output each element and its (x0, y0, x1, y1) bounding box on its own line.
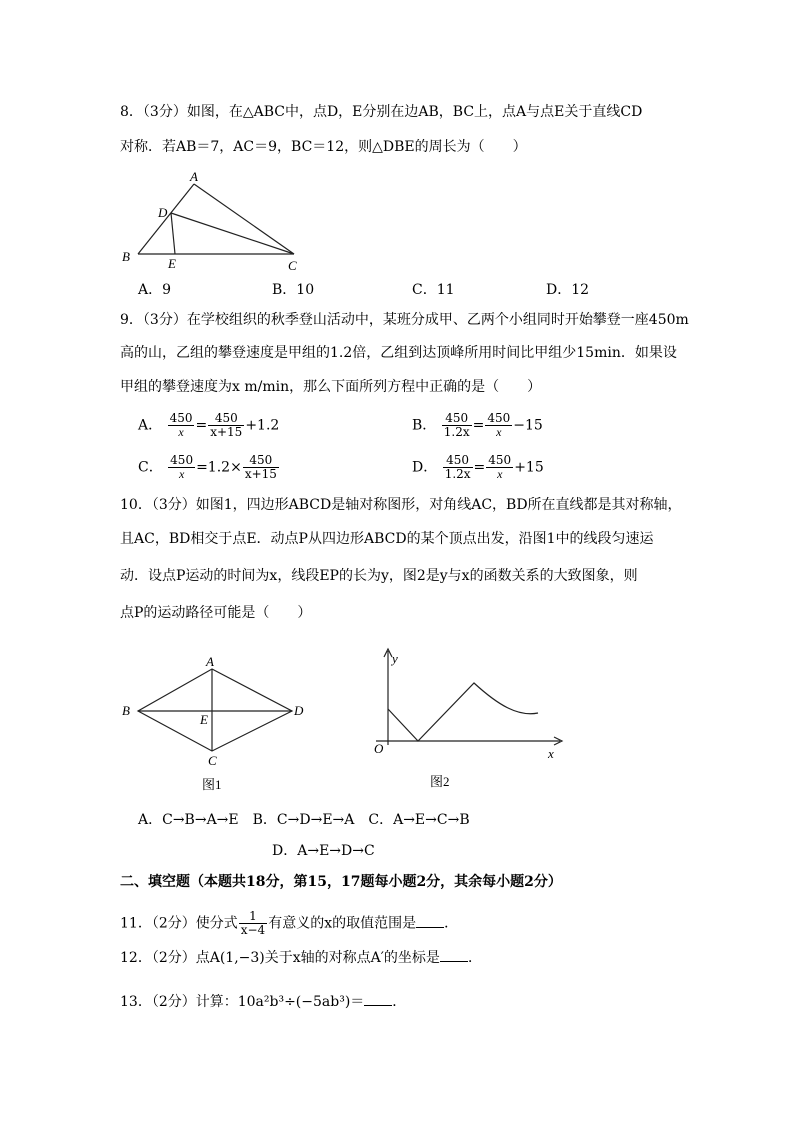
q8-option-b: B．10 (272, 282, 315, 298)
q10-line4: 点P的运动路径可能是（ ） (120, 605, 312, 621)
segment-dc (171, 213, 294, 254)
segment-de (171, 213, 175, 254)
q10-line1: 10．（3分）如图1，四边形ABCD是轴对称图形，对角线AC，BD所在直线都是其对称轴， (120, 497, 682, 513)
figure1-caption: 图1 (202, 777, 222, 792)
label-e: E (200, 712, 208, 727)
answer-blank (440, 947, 468, 962)
section2-title: 二、填空题（本题共18分，第15，17题每小题2分，其余每小题2分） (120, 874, 562, 890)
label-c: C (208, 753, 217, 768)
answer-blank (416, 913, 444, 928)
label-b: B (122, 703, 130, 718)
q9-option-b: B． $\frac{450}{1.2x}$ = $\frac{450}{x}$ −15 (412, 411, 543, 439)
q9-option-a: A． $\frac{450}{x}$ = $\frac{450}{x+15}$ +1.2 (138, 411, 280, 439)
label-a: A (206, 655, 214, 669)
q9-line1: 9．（3分）在学校组织的秋季登山活动中，某班分成甲、乙两个小组同时开始攀登一座450m (120, 312, 689, 328)
q9-line3: 甲组的攀登速度为x m/min，那么下面所列方程中正确的是（ ） (120, 379, 542, 395)
q12-line: 12．（2分）点A(1,−3)关于x轴的对称点A′的坐标是 ． (120, 947, 482, 968)
q9-line2: 高的山，乙组的攀登速度是甲组的1.2倍，乙组到达顶峰所用时间比甲组少15min．如果设 (120, 345, 677, 361)
label-d: D (294, 703, 304, 718)
q9-option-d: D． $\frac{450}{1.2x}$ = $\frac{450}{x}$ +15 (412, 453, 544, 481)
q11-line: 11．（2分）使分式 $\frac{1}{x-4}$ 有意义的x的取值范围是 ． (120, 909, 459, 937)
segment-ac (194, 184, 294, 254)
q10-option-d: D．A→E→D→C (272, 843, 375, 859)
y-axis-label: y (392, 651, 398, 666)
q9-option-c: C． $\frac{450}{x}$ =1.2× $\frac{450}{x+15}$ (138, 453, 277, 481)
rhombus-outline (138, 669, 292, 751)
q13-line: 13．（2分）计算：10a²b³÷(−5ab³)＝ ． (120, 991, 406, 1012)
q8-triangle-figure (118, 168, 308, 272)
answer-blank (364, 991, 392, 1006)
q8-line2: 对称．若AB＝7，AC＝9，BC＝12，则△DBE的周长为（ ） (120, 139, 527, 155)
x-axis-label: x (548, 746, 554, 761)
origin-label: O (374, 741, 384, 756)
label-a: A (190, 169, 198, 184)
label-d: D (158, 205, 168, 220)
q8-option-d: D．12 (546, 282, 590, 298)
q10-line3: 动．设点P运动的时间为x，线段EP的长为y，图2是y与x的函数关系的大致图象，则 (120, 568, 638, 584)
label-c: C (288, 258, 297, 272)
figure2-caption: 图2 (430, 774, 450, 789)
q10-options-row1: A．C→B→A→E B．C→D→E→A C．A→E→C→B (138, 812, 470, 828)
q10-figure2-graph (368, 645, 568, 795)
q10-line2: 且AC，BD相交于点E．动点P从四边形ABCD的某个顶点出发，沿图1中的线段匀速运 (120, 531, 654, 547)
q8-option-c: C．11 (412, 282, 455, 298)
label-b: B (122, 249, 130, 264)
q8-line1: 8．（3分）如图，在△ABC中，点D，E分别在边AB，BC上，点A与点E关于直线CD (120, 104, 643, 120)
label-e: E (168, 256, 176, 271)
function-curve (388, 683, 538, 741)
q8-option-a: A．9 (138, 282, 172, 298)
q10-figure1-rhombus (118, 655, 318, 795)
